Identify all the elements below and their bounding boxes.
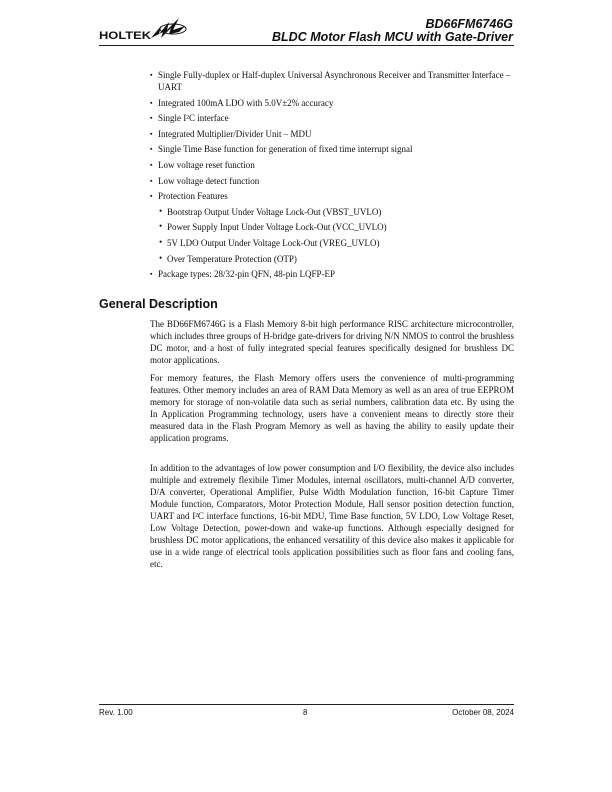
paragraph-line: multiple and extremely flexibile Timer Modules, internal oscillators, multi-channel A/D converter, — [150, 475, 514, 485]
footer-page-number: 8 — [303, 708, 308, 717]
description-paragraph-3 — [150, 462, 514, 570]
feature-item — [150, 175, 520, 187]
paragraph-line: etc. — [150, 559, 163, 569]
paragraph-line: The BD66FM6746G is a Flash Memory 8-bit high performance RISC architecture microcontroller, — [150, 319, 514, 329]
bullet-icon: ▪ — [150, 176, 153, 185]
paragraph-line: Module function, Comparators, Motor Protection Module, Hall sensor position detection function, — [150, 499, 514, 509]
feature-item — [150, 128, 520, 140]
description-paragraph-1 — [150, 318, 514, 366]
bullet-icon: ▪ — [150, 270, 153, 279]
part-number: BD66FM6746G — [425, 17, 513, 31]
sub-bullet-icon: • — [159, 252, 163, 263]
footer-revision: Rev. 1.00 — [99, 708, 133, 717]
paragraph-line: brushless DC motor applications, the enhanced versatility of this device also makes it applicable for — [150, 535, 514, 545]
paragraph-line: Low Voltage Detection, power-down and wake-up functions. Although especially designed for — [150, 523, 514, 533]
footer-rule — [99, 704, 514, 705]
feature-text: Low voltage reset function — [158, 159, 255, 170]
bullet-icon: ▪ — [150, 114, 153, 123]
feature-item — [150, 159, 520, 171]
protection-text: Power Supply Input Under Voltage Lock-Out (VCC_UVLO) — [167, 222, 387, 233]
paragraph-line: measured data in the Flash Program Memory as well as having the ability to easily update their — [150, 421, 514, 431]
feature-item — [150, 97, 520, 109]
sub-bullet-icon: • — [159, 236, 163, 247]
bullet-icon: ▪ — [150, 71, 153, 79]
feature-item-package — [150, 268, 520, 280]
protection-item — [159, 221, 520, 233]
paragraph-line: DC motor, and a host of fully integrated special features specifically designed for brushless DC — [150, 343, 514, 353]
feature-text: Low voltage detect function — [158, 175, 260, 186]
feature-text: Protection Features — [158, 191, 228, 202]
bullet-icon: ▪ — [150, 98, 153, 107]
protection-text: Over Temperature Protection (OTP) — [167, 253, 297, 264]
feature-item — [150, 190, 520, 202]
protection-text: Bootstrap Output Under Voltage Lock-Out (VBST_UVLO) — [167, 206, 382, 217]
protection-item — [159, 237, 520, 249]
paragraph-line: motor applications. — [150, 355, 220, 365]
paragraph-line: which includes three groups of H-bridge gate-drivers for driving N/N NMOS to control the brushless — [150, 331, 514, 341]
svg-text:HOLTEK: HOLTEK — [99, 30, 152, 42]
paragraph-line: memory for storage of non-volatile data such as serial numbers, calibration data etc. By using the — [150, 397, 514, 407]
sub-bullet-icon: • — [159, 221, 163, 232]
paragraph-line: UART and I²C interface functions, 16-bit MDU, Time Base function, 5V LDO, Low Voltage Reset, — [150, 511, 514, 521]
paragraph-line: application programs. — [150, 433, 229, 443]
feature-text: Package types: 28/32-pin QFN, 48-pin LQFP-EP — [158, 269, 335, 280]
bullet-icon: ▪ — [150, 192, 153, 201]
holtek-logo — [99, 14, 189, 42]
paragraph-line: In Application Programming technology, users have a convenient means to directly store their — [150, 409, 514, 419]
feature-text: Single Time Base function for generation of fixed time interrupt signal — [158, 144, 413, 155]
feature-item — [150, 112, 520, 124]
protection-item — [159, 253, 520, 265]
feature-text: Integrated Multiplier/Divider Unit – MDU — [158, 128, 312, 139]
paragraph-line: features. Other memory includes an area of RAM Data Memory as well as an area of true EEPROM — [150, 385, 514, 395]
paragraph-line: use in a wide range of electrical tools application possibilities such as floor fans and cooling fans, — [150, 547, 514, 557]
paragraph-line: D/A converter, Operational Amplifier, Pulse Width Modulation function, 16-bit Capture Timer — [150, 487, 514, 497]
sub-bullet-icon: • — [159, 205, 163, 216]
feature-list — [150, 69, 520, 284]
paragraph-line: For memory features, the Flash Memory offers users the convenience of multi-programming — [150, 373, 514, 383]
feature-text: Integrated 100mA LDO with 5.0V±2% accuracy — [158, 97, 334, 108]
feature-text: Single I²C interface — [158, 113, 229, 124]
protection-text: 5V LDO Output Under Voltage Lock-Out (VREG_UVLO) — [167, 237, 380, 248]
document-subtitle: BLDC Motor Flash MCU with Gate-Driver — [272, 30, 513, 44]
bullet-icon: ▪ — [150, 145, 153, 154]
header-rule — [99, 45, 514, 46]
description-paragraph-2 — [150, 372, 514, 444]
bullet-icon: ▪ — [150, 129, 153, 138]
feature-item — [150, 69, 520, 93]
feature-text: UART — [158, 82, 182, 92]
footer-date: October 08, 2024 — [452, 708, 514, 717]
section-heading: General Description — [99, 297, 218, 311]
protection-item — [159, 206, 520, 218]
bullet-icon: ▪ — [150, 160, 153, 169]
feature-text: Single Fully-duplex or Half-duplex Universal Asynchronous Receiver and Transmitter Interface – — [158, 70, 511, 80]
paragraph-line: In addition to the advantages of low power consumption and I/O flexibility, the device also includes — [150, 463, 514, 473]
feature-item — [150, 143, 520, 155]
